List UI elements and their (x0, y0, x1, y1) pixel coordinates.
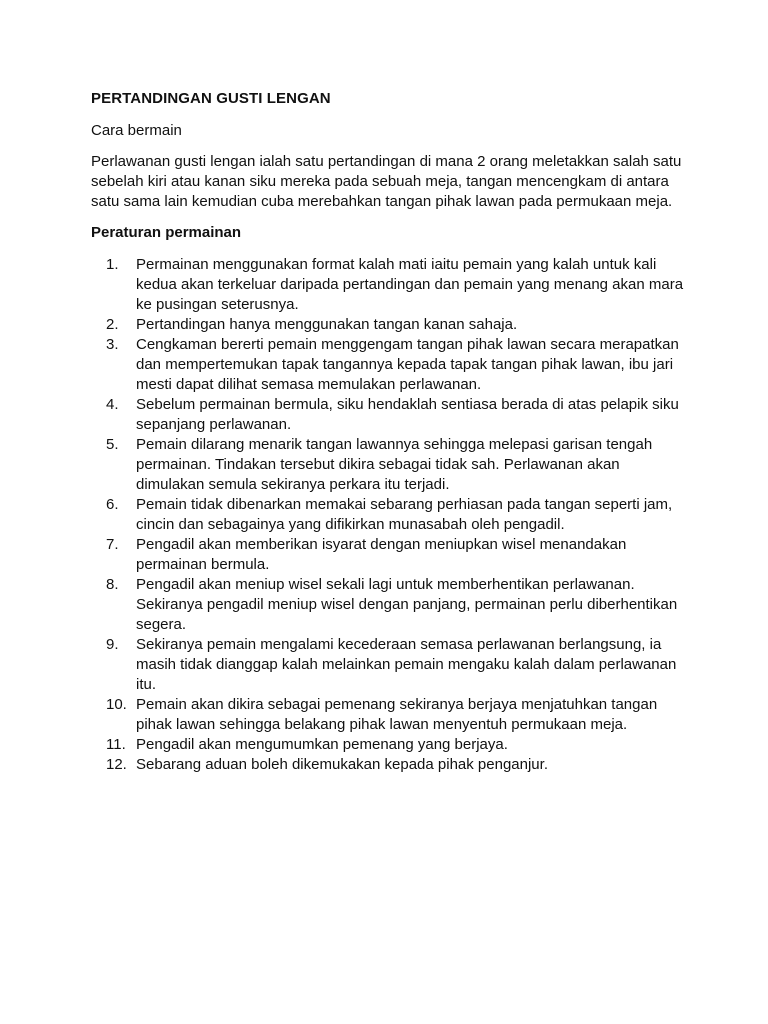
rules-list (91, 255, 691, 775)
list-item-number: 6. (106, 496, 119, 513)
list-item-text: Sekiranya pemain mengalami kecederaan semasa perlawanan berlangsung, ia masih tidak dianggap kalah melainkan pemain mengaku kalah dalam perlawanan itu. (136, 636, 677, 693)
list-item (91, 535, 691, 575)
list-item-text: Permainan menggunakan format kalah mati iaitu pemain yang kalah untuk kali kedua akan terkeluar daripada pertandingan dan pemain yang menang akan mara ke pusingan seterusnya. (136, 256, 684, 313)
list-item-text: Cengkaman bererti pemain menggengam tangan pihak lawan secara merapatkan dan mempertemukan tapak tangannya kepada tapak tangan pihak lawan, ibu jari mesti dapat dilihat semasa memulakan perlawanan. (136, 336, 679, 393)
rules-heading: Peraturan permainan (91, 224, 242, 241)
list-item-text: Pengadil akan memberikan isyarat dengan meniupkan wisel menandakan permainan bermula. (136, 536, 627, 573)
list-item-number: 1. (106, 256, 119, 273)
list-item-text: Pemain akan dikira sebagai pemenang sekiranya berjaya menjatuhkan tangan pihak lawan sehingga belakang pihak lawan menyentuh permukaan meja. (136, 696, 658, 733)
list-item-number: 5. (106, 436, 119, 453)
list-item (91, 695, 691, 735)
list-item-number: 3. (106, 336, 119, 353)
list-item-number: 4. (106, 396, 119, 413)
list-item (91, 435, 691, 495)
list-item-text: Pemain tidak dibenarkan memakai sebarang perhiasan pada tangan seperti jam, cincin dan sebagainya yang difikirkan munasabah oleh pengadil. (136, 496, 673, 533)
list-item (91, 395, 691, 435)
list-item-number: 11. (106, 736, 126, 753)
list-item-text: Sebarang aduan boleh dikemukakan kepada pihak penganjur. (136, 756, 548, 773)
list-item-number: 2. (106, 316, 119, 333)
list-item-text: Pertandingan hanya menggunakan tangan kanan sahaja. (136, 316, 518, 333)
list-item-text: Sebelum permainan bermula, siku hendaklah sentiasa berada di atas pelapik siku sepanjang perlawanan. (136, 396, 679, 433)
document-title: PERTANDINGAN GUSTI LENGAN (91, 90, 331, 107)
list-item (91, 755, 691, 775)
list-item-text: Pengadil akan mengumumkan pemenang yang berjaya. (136, 736, 508, 753)
list-item-number: 10. (106, 696, 127, 713)
list-item-number: 9. (106, 636, 119, 653)
list-item (91, 315, 691, 335)
list-item-number: 7. (106, 536, 119, 553)
intro-paragraph: Perlawanan gusti lengan ialah satu pertandingan di mana 2 orang meletakkan salah satu sebelah kiri atau kanan siku mereka pada sebuah meja, tangan mencengkam di antara satu sama lain kemudian cuba merebahkan tangan pihak lawan pada permukaan meja. (91, 153, 682, 210)
list-item (91, 495, 691, 535)
document-page (91, 89, 691, 775)
list-item-text: Pemain dilarang menarik tangan lawannya sehingga melepasi garisan tengah permainan. Tindakan tersebut dikira sebagai tidak sah. Perlawanan akan dimulakan semula sekiranya perkara itu terjadi. (136, 436, 653, 493)
list-item (91, 575, 691, 635)
list-item (91, 635, 691, 695)
list-item (91, 735, 691, 755)
section-subheading: Cara bermain (91, 122, 182, 139)
list-item-text: Pengadil akan meniup wisel sekali lagi untuk memberhentikan perlawanan. Sekiranya pengadil meniup wisel dengan panjang, permainan perlu diberhentikan segera. (136, 576, 678, 633)
list-item (91, 335, 691, 395)
list-item-number: 12. (106, 756, 127, 773)
list-item (91, 255, 691, 315)
list-item-number: 8. (106, 576, 119, 593)
